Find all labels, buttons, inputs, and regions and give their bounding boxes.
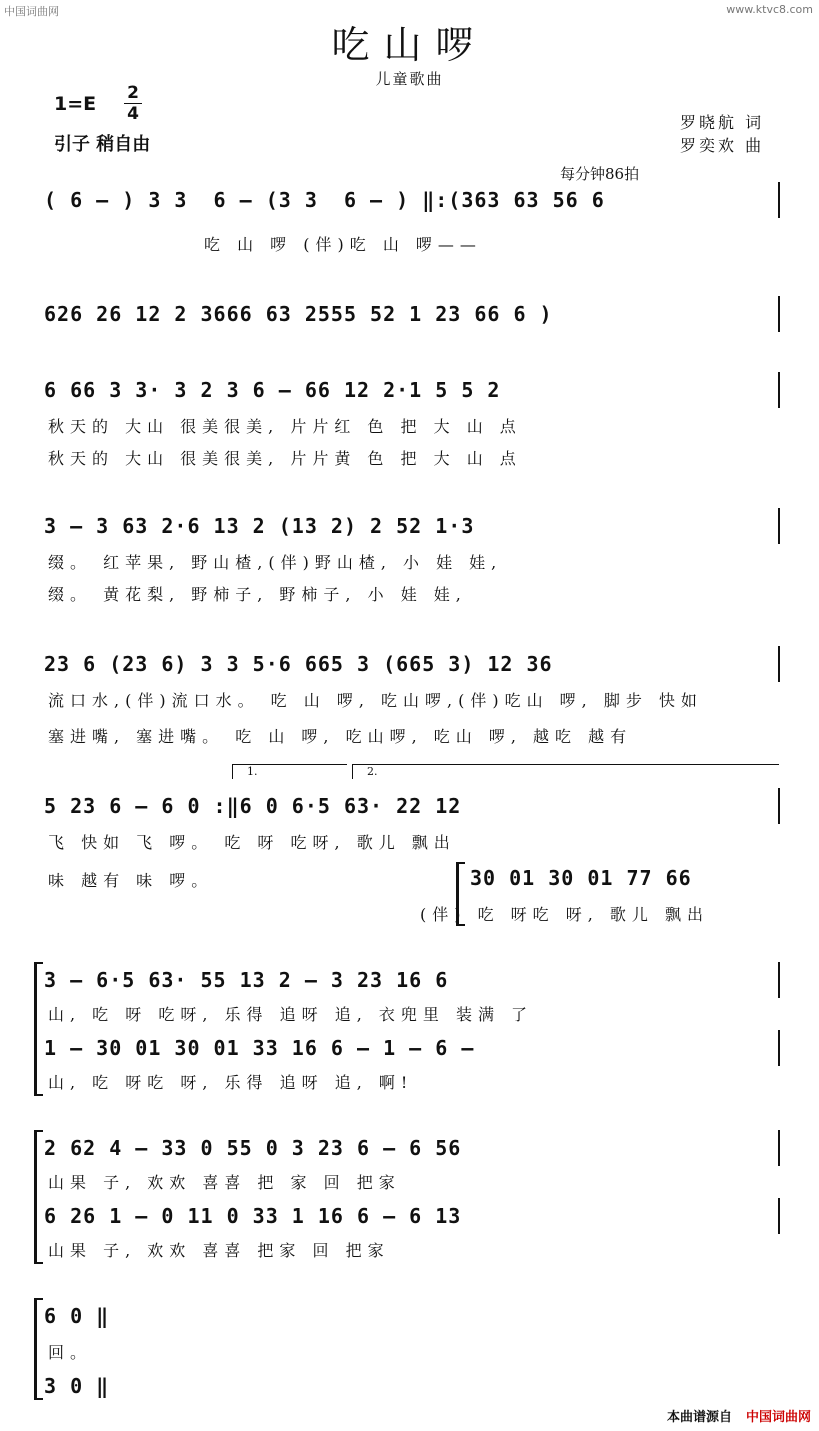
lyric-intro: 吃 山 啰 (伴)吃 山 啰—— (204, 235, 482, 254)
time-signature (124, 84, 142, 123)
lyric-verse2: 味 越有 味 啰。 (48, 871, 214, 890)
notes: 3 — 3 63 2·6 13 2 (13 2) 2 52 1·3 (44, 514, 475, 538)
time-signature-denominator: 4 (127, 104, 139, 124)
notes: 626 26 12 2 3666 63 2555 52 1 23 66 6 ) (44, 302, 553, 326)
lyric-verse1: 飞 快如 飞 啰。 吃 呀 吃呀, 歌儿 飘出 (48, 833, 456, 852)
lyric-verse2: 塞进嘴, 塞进嘴。 吃 山 啰, 吃山啰, 吃山 啰, 越吃 越有 (48, 727, 633, 746)
lyric-verse2: 缀。 黄花梨, 野柿子, 野柿子, 小 娃 娃, (48, 585, 467, 604)
barline (778, 296, 780, 332)
tempo-marking: 每分钟86拍 (560, 165, 640, 183)
barline (778, 372, 780, 408)
notes: 6 26 1 — 0 11 0 33 1 16 6 — 6 13 (44, 1204, 462, 1228)
volta-second-label: 2. (367, 765, 378, 778)
notes: 1 — 30 01 30 01 33 16 6 — 1 — 6 — (44, 1036, 475, 1060)
barline (778, 646, 780, 682)
notes: 6 0 ‖ (44, 1304, 110, 1328)
barline (778, 788, 780, 824)
song-title: 吃山啰 (331, 23, 488, 67)
notes: 3 — 6·5 63· 55 13 2 — 3 23 16 6 (44, 968, 449, 992)
barline (778, 1130, 780, 1166)
key-signature: 1=E (54, 93, 97, 115)
lyric-main: 回。 (48, 1343, 93, 1362)
system-bracket (34, 1298, 43, 1400)
accompaniment-line-6 (470, 860, 770, 896)
music-line-7 (44, 962, 784, 998)
source-footer (667, 1406, 811, 1425)
site-watermark-left: 中国词曲网 (4, 5, 59, 18)
volta-second (352, 764, 779, 779)
music-line-1 (44, 182, 784, 218)
lyric-verse1: 流口水,(伴)流口水。 吃 山 啰, 吃山啰,(伴)吃山 啰, 脚步 快如 (48, 691, 703, 710)
music-line-9 (44, 1298, 164, 1334)
barline (778, 1030, 780, 1066)
lyric-verse2: 秋天的 大山 很美很美, 片片黄 色 把 大 山 点 (48, 449, 522, 468)
site-watermark-right: www.ktvc8.com (726, 3, 813, 16)
notes: ( 6 — ) 3 3 6 — (3 3 6 — ) ‖:(363 63 56 6 (44, 188, 605, 212)
lyric-accompaniment: 山, 吃 呀吃 呀, 乐得 追呀 追, 啊! (48, 1073, 414, 1092)
barline (778, 182, 780, 218)
notes: 2 62 4 — 33 0 55 0 3 23 6 — 6 56 (44, 1136, 462, 1160)
notes: 23 6 (23 6) 3 3 5·6 665 3 (665 3) 12 36 (44, 652, 553, 676)
music-line-6 (44, 788, 784, 824)
volta-first (232, 764, 347, 779)
lyric-verse1: 秋天的 大山 很美很美, 片片红 色 把 大 山 点 (48, 417, 522, 436)
lyricist-credit: 罗晓航 词 (680, 113, 765, 132)
system-bracket (34, 962, 43, 1096)
intro-marking: 引子 稍自由 (54, 134, 151, 155)
music-line-3 (44, 372, 784, 408)
lyric-accompaniment: 山果 子, 欢欢 喜喜 把家 回 把家 (48, 1241, 390, 1260)
volta-first-label: 1. (247, 765, 258, 778)
barline (778, 508, 780, 544)
notes: 30 01 30 01 77 66 (470, 866, 692, 890)
music-line-8 (44, 1130, 784, 1166)
accompaniment-line-9 (44, 1368, 164, 1404)
notes: 6 66 3 3· 3 2 3 6 — 66 12 2·1 5 5 2 (44, 378, 501, 402)
lyric-main: 山果 子, 欢欢 喜喜 把 家 回 把家 (48, 1173, 401, 1192)
music-line-4 (44, 508, 784, 544)
source-prefix: 本曲谱源自 (666, 1410, 732, 1425)
composer-credit: 罗奕欢 曲 (680, 136, 765, 155)
barline (778, 1198, 780, 1234)
accompaniment-line-8 (44, 1198, 784, 1234)
music-line-2 (44, 296, 784, 332)
notes: 3 0 ‖ (44, 1374, 110, 1398)
music-line-5 (44, 646, 784, 682)
source-site-link[interactable]: 中国词曲网 (745, 1410, 811, 1425)
lyric-verse1: 缀。 红苹果, 野山楂,(伴)野山楂, 小 娃 娃, (48, 553, 503, 572)
system-bracket (34, 1130, 43, 1264)
barline (778, 962, 780, 998)
lyric-accompaniment: (伴) 吃 呀吃 呀, 歌儿 飘出 (420, 905, 710, 924)
lyric-main: 山, 吃 呀 吃呀, 乐得 追呀 追, 衣兜里 装满 了 (48, 1005, 534, 1024)
notes: 5 23 6 — 6 0 :‖6 0 6·5 63· 22 12 (44, 794, 462, 818)
song-subtitle: 儿童歌曲 (375, 70, 444, 88)
accompaniment-line-7 (44, 1030, 784, 1066)
time-signature-numerator: 2 (124, 84, 142, 104)
